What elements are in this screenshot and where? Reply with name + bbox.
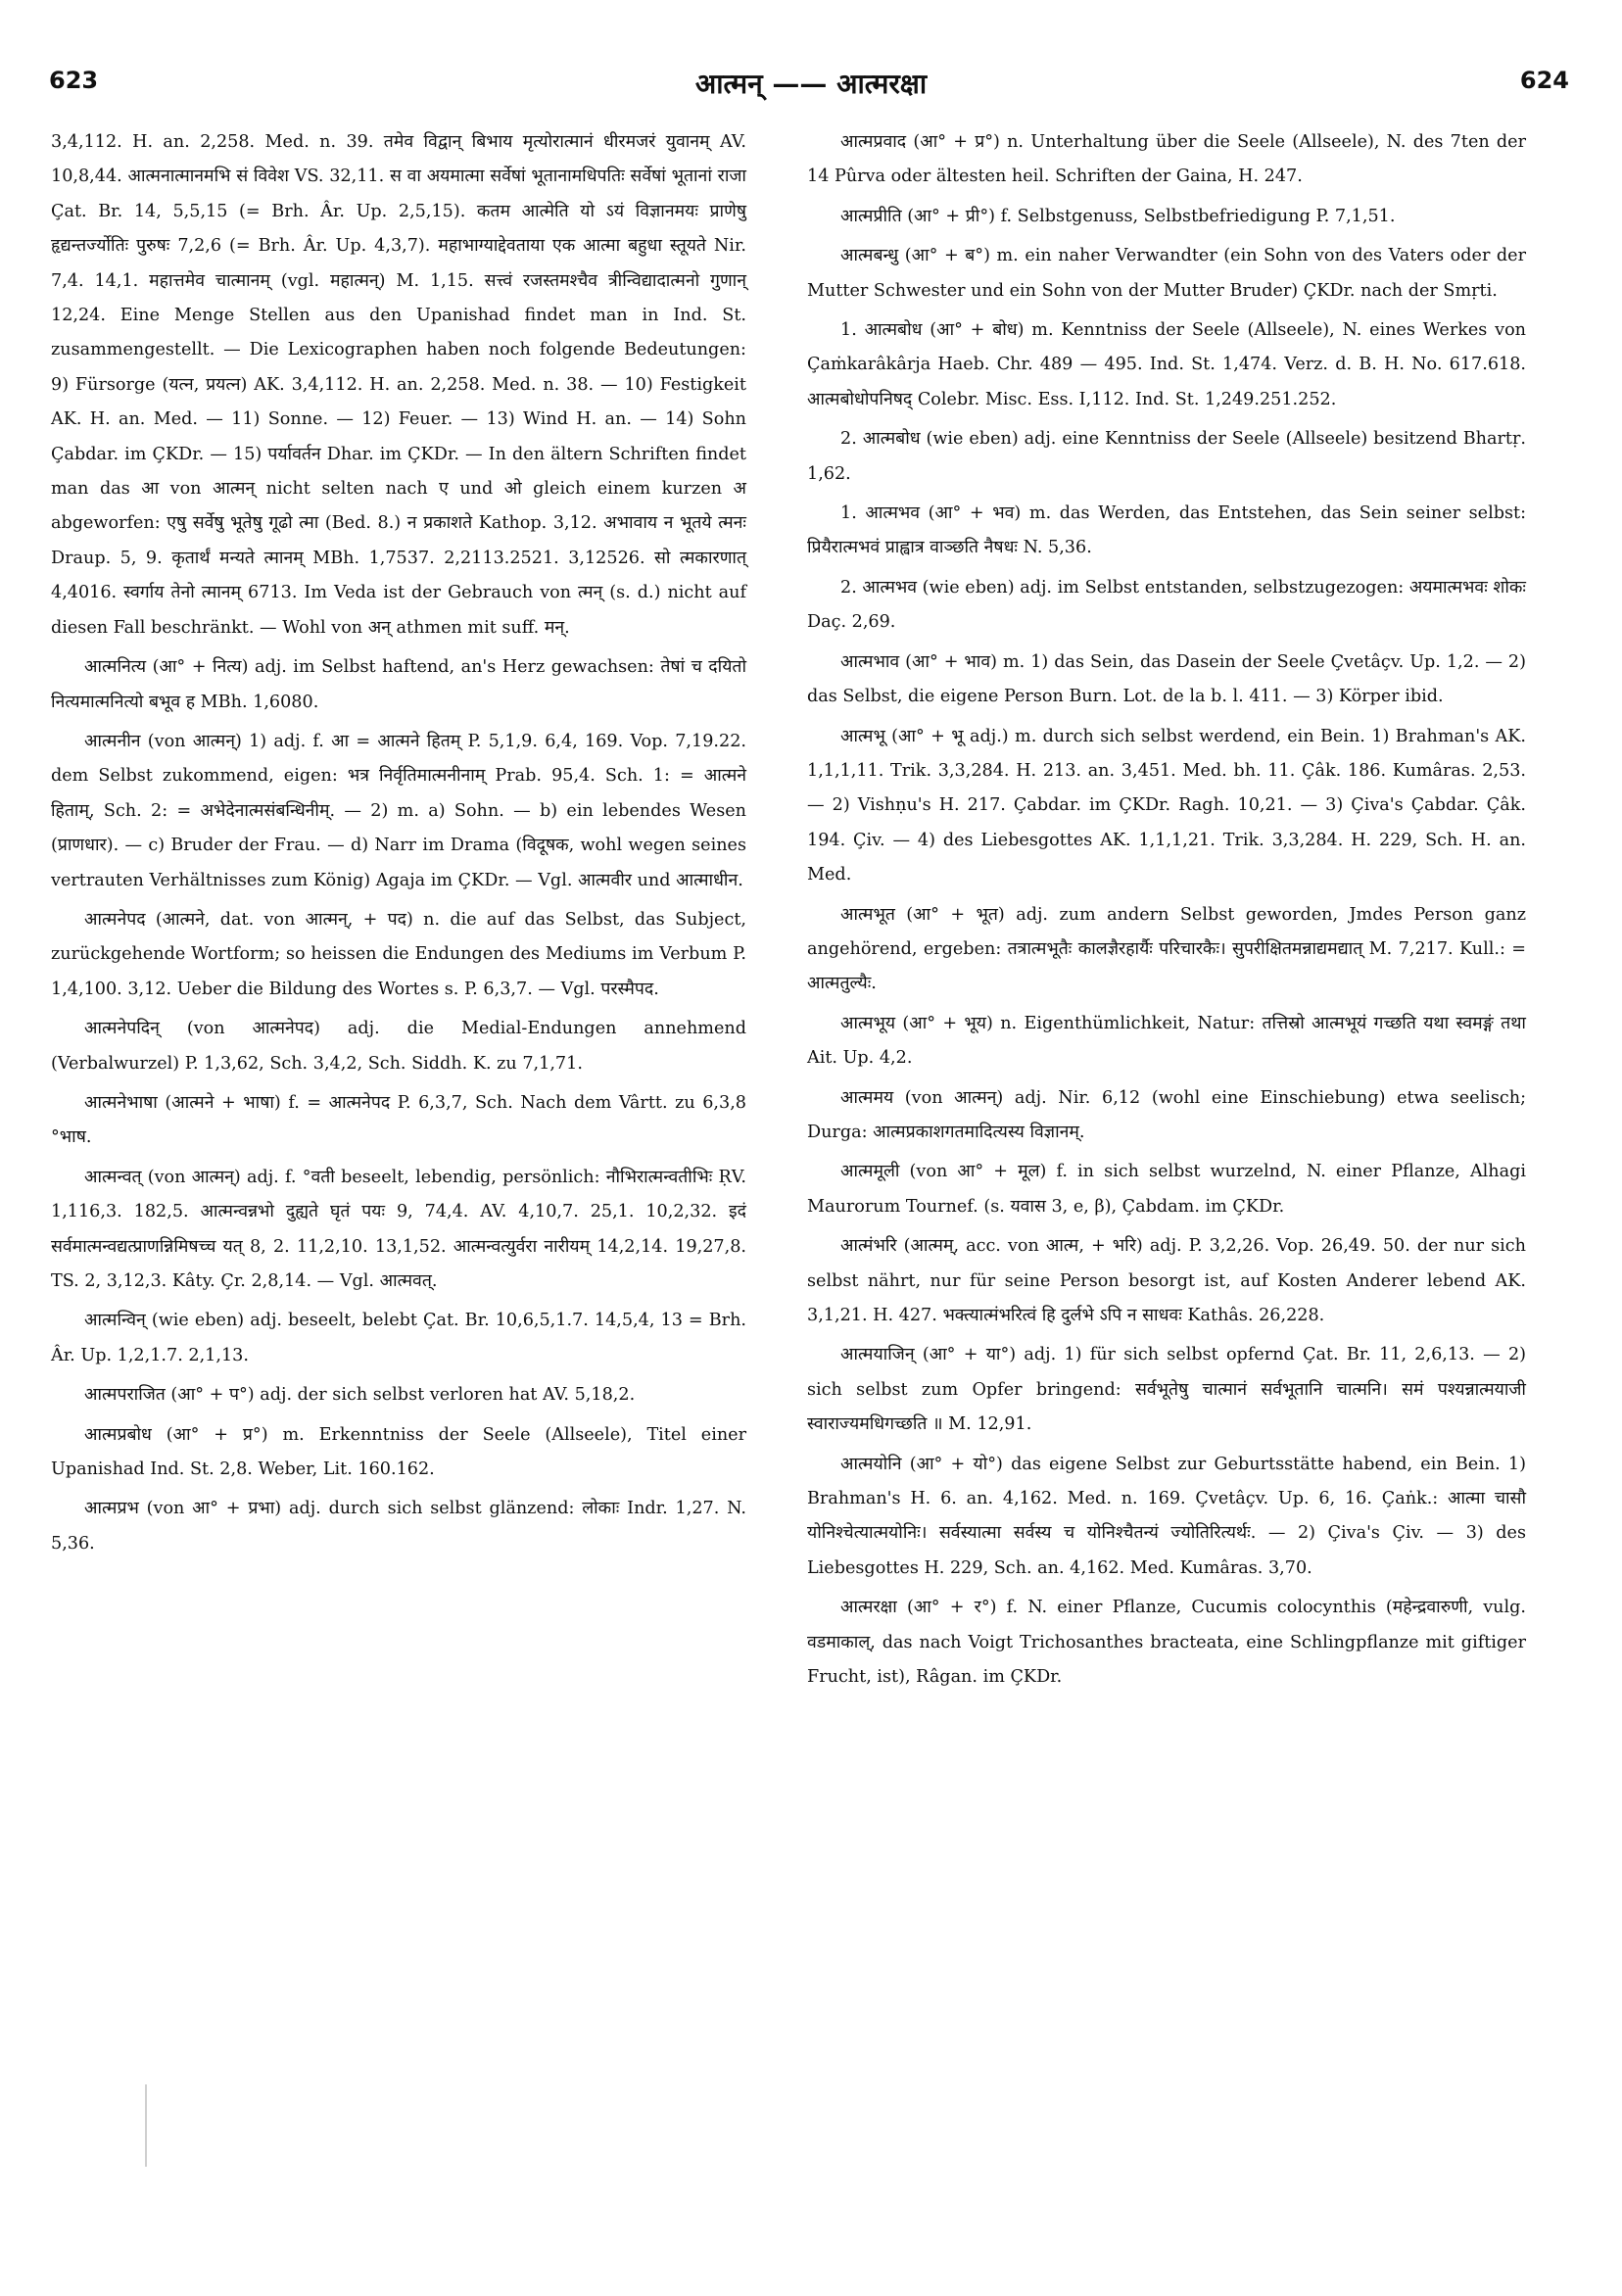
page-header (47, 67, 1575, 106)
dictionary-entry: आत्मनित्य (आ° + नित्य) adj. im Selbst haftend, an's Herz gewachsen: तेषां च दयितो नित्यमात्मनित्यो बभूव ह MBh. 1,6080. (51, 657, 746, 712)
left-column (51, 125, 746, 1566)
dictionary-entry: 1. आत्मभव (आ° + भव) m. das Werden, das Entstehen, das Sein seiner selbst: प्रियैरात्मभवं प्राह्वात्र वाञ्छति नैषधः N. 5,36. (807, 503, 1526, 558)
dictionary-entry: आत्मन्वत् (von आत्मन्) adj. f. °वती beseelt, lebendig, persönlich: नौभिरात्मन्वतीभिः ṚV. 1,116,3. 182,5. आत्मन्वन्नभो दुह्यते घृतं पयः 9, 74,4. AV. 4,10,7. 25,1. 10,2,32. इदं सर्वमात्मन्वद्यत्प्राणन्निमिषच्च यत् 8, 2. 11,2,10. 13,1,52. आत्मन्वत्युर्वरा नारीयम् 14,2,14. 19,27,8. TS. 2, 3,12,3. Kâty. Çr. 2,8,14. — Vgl. आत्मवत्. (51, 1167, 746, 1291)
dictionary-entry: आत्मप्रवाद (आ° + प्र°) n. Unterhaltung über die Seele (Allseele), N. des 7ten der 14 Pûrva oder ältesten heil. Schriften der Gaina, H. 247. (807, 132, 1526, 187)
dictionary-entry: आत्मपराजित (आ° + प°) adj. der sich selbst verloren hat AV. 5,18,2. (84, 1385, 636, 1406)
dictionary-entry: आत्मनेभाषा (आत्मने + भाषा) f. = आत्मनेपद P. 6,3,7, Sch. Nach dem Vârtt. zu 6,3,8 °भाष. (51, 1092, 746, 1148)
dictionary-entry: आत्मन्विन् (wie eben) adj. beseelt, belebt Çat. Br. 10,6,5,1.7. 14,5,4, 13 = Brh. Âr. Up. 1,2,1.7. 2,1,13. (51, 1311, 746, 1365)
dictionary-entry: आत्मप्रबोध (आ° + प्र°) m. Erkenntniss der Seele (Allseele), Titel einer Upanishad Ind. St. 2,8. Weber, Lit. 160.162. (51, 1424, 746, 1480)
dictionary-entry: आत्मभूत (आ° + भूत) adj. zum andern Selbst geworden, Jmdes Person ganz angehörend, ergeben: तत्रात्मभूतैः कालज्ञैरहार्यैः परिचारकैः। सुपरीक्षितमन्नाद्यमद्यात् M. 7,217. Kull.: = आत्मतुल्यैः. (807, 904, 1526, 994)
dictionary-entry: 3,4,112. H. an. 2,258. Med. n. 39. तमेव विद्वान् बिभाय मृत्योरात्मानं धीरमजरं युवानम् AV. 10,8,44. आत्मनात्मानमभि सं विवेश VS. 32,11. स वा अयमात्मा सर्वेषां भूतानामधिपतिः सर्वेषां भूतानां राजा Çat. Br. 14, 5,5,15 (= Brh. Âr. Up. 2,5,15). कतम आत्मेति यो ऽयं विज्ञानमयः प्राणेषु हृद्यन्तर्ज्योतिः पुरुषः 7,2,6 (= Brh. Âr. Up. 4,3,7). महाभाग्याद्देवताया एक आत्मा बहुधा स्तूयते Nir. 7,4. 14,1. महात्तमेव चात्मानम् (vgl. महात्मन्) M. 1,15. सत्त्वं रजस्तमश्चैव त्रीन्विद्यादात्मनो गुणान् 12,24. Eine Menge Stellen aus den Upanishad findet man in Ind. St. zusammengestellt. — Die Lexicographen haben noch folgende Bedeutungen: 9) Fürsorge (यत्न, प्रयत्न) AK. 3,4,112. H. an. 2,258. Med. n. 38. — 10) Festigkeit AK. H. an. Med. — 11) Sonne. — 12) Feuer. — 13) Wind H. an. — 14) Sohn Çabdar. im ÇKDr. — 15) पर्यावर्तन Dhar. im ÇKDr. — In den ältern Schriften findet man das आ von आत्मन् nicht selten nach ए und ओ gleich einem kurzen अ abgeworfen: एषु सर्वेषु भूतेषु गूढो त्मा (Bed. 8.) न प्रकाशते Kathop. 3,12. अभावाय न भूतये त्मनः Draup. 5, 9. कृतार्थं मन्यते त्मानम् MBh. 1,7537. 2,2113.2521. 3,12526. सो त्मकारणात् 4,4016. स्वर्गाय तेनो त्मानम् 6713. Im Veda ist der Gebrauch von त्मन् (s. d.) nicht auf diesen Fall beschränkt. — Wohl von अन् athmen mit suff. मन्. (51, 132, 746, 638)
dictionary-entry: आत्ममूली (von आ° + मूल) f. in sich selbst wurzelnd, N. einer Pflanze, Alhagi Maurorum Tournef. (s. यवास 3, e, β), Çabdam. im ÇKDr. (807, 1162, 1526, 1217)
dictionary-entry: 2. आत्मबोध (wie eben) adj. eine Kenntniss der Seele (Allseele) besitzend Bhartṛ. 1,62. (807, 429, 1526, 484)
dictionary-entry: आत्मनीन (von आत्मन्) 1) adj. f. आ = आत्मने हितम् P. 5,1,9. 6,4, 169. Vop. 7,19.22. dem Selbst zukommend, eigen: भत्र निर्वृतिमात्मनीनाम् Prab. 95,4. Sch. 1: = आत्मने हिताम्, Sch. 2: = अभेदेनात्मसंबन्धिनीम्. — 2) m. a) Sohn. — b) ein lebendes Wesen (प्राणधार). — c) Bruder der Frau. — d) Narr im Drama (विदूषक, wohl wegen seines vertrauten Verhältnisses zum König) Agaja im ÇKDr. — Vgl. आत्मवीर und आत्माधीन. (51, 731, 746, 890)
dictionary-entry: आत्मभूय (आ° + भूय) n. Eigenthümlichkeit, Natur: तत्तिस्रो आत्मभूयं गच्छति यथा स्वमङ्गं तथा Ait. Up. 4,2. (807, 1013, 1526, 1069)
dictionary-entry: आत्मप्रीति (आ° + प्री°) f. Selbstgenuss, Selbstbefriedigung P. 7,1,51. (840, 206, 1396, 226)
margin-mark (145, 2084, 147, 2167)
dictionary-entry: आत्मरक्षा (आ° + र°) f. N. einer Pflanze, Cucumis colocynthis (महेन्द्रवारुणी, vulg. वडमाकाल्, das nach Voigt Trichosanthes bracteata, eine Schlingpflanze mit giftiger Frucht, ist), Râgan. im ÇKDr. (807, 1598, 1526, 1688)
dictionary-entry: आत्मप्रभ (von आ° + प्रभा) adj. durch sich selbst glänzend: लोकाः Indr. 1,27. N. 5,36. (51, 1499, 746, 1554)
dictionary-entry: आत्मंभरि (आत्मम्, acc. von आत्म, + भरि) adj. P. 3,2,26. Vop. 26,49. 50. der nur sich selbst nährt, nur für seine Person besorgt ist, auf Kosten Anderer lebend AK. 3,1,21. H. 427. भक्त्यात्मंभरित्वं हि दुर्लभे ऽपि न साधवः Kathâs. 26,228. (807, 1236, 1526, 1325)
dictionary-entry: आत्मभाव (आ° + भाव) m. 1) das Sein, das Dasein der Seele Çvetâçv. Up. 1,2. — 2) das Selbst, die eigene Person Burn. Lot. de la b. l. 411. — 3) Körper ibid. (807, 651, 1526, 707)
right-column (807, 125, 1526, 1699)
dictionary-entry: 2. आत्मभव (wie eben) adj. im Selbst entstanden, selbstzugezogen: अयमात्मभवः शोकः Daç. 2,69. (807, 577, 1526, 633)
dictionary-entry: आत्मनेपद (आत्मने, dat. von आत्मन्, + पद) n. die auf das Selbst, das Subject, zurückgehende Wortform; so heissen die Endungen des Mediums im Verbum P. 1,4,100. 3,12. Ueber die Bildung des Wortes s. P. 6,3,7. — Vgl. परस्मैपद. (51, 909, 746, 999)
page-number-left: 623 (49, 67, 99, 94)
running-title: आत्मन् —— आत्मरक्षा (694, 68, 928, 100)
dictionary-entry: आत्मबन्धु (आ° + ब°) m. ein naher Verwandter (ein Sohn von des Vaters oder der Mutter Schwester und ein Sohn von der Mutter Bruder) ÇKDr. nach der Smṛti. (807, 246, 1526, 301)
dictionary-entry: आत्मयाजिन् (आ° + या°) adj. 1) für sich selbst opfernd Çat. Br. 11, 2,6,13. — 2) sich selbst zum Opfer bringend: सर्वभूतेषु चात्मानं सर्वभूतानि चात्मनि। समं पश्यन्नात्मयाजी स्वाराज्यमधिगच्छति ॥ M. 12,91. (807, 1345, 1526, 1435)
dictionary-entry: 1. आत्मबोध (आ° + बोध) m. Kenntniss der Seele (Allseele), N. eines Werkes von Çaṁkarâkârja Haeb. Chr. 489 — 495. Ind. St. 1,474. Verz. d. B. H. No. 617.618. आत्मबोधोपनिषद् Colebr. Misc. Ess. I,112. Ind. St. 1,249.251.252. (807, 320, 1526, 409)
page-number-right: 624 (1519, 67, 1569, 94)
dictionary-entry: आत्मनेपदिन् (von आत्मनेपद) adj. die Medial-Endungen annehmend (Verbalwurzel) P. 1,3,62, Sch. 3,4,2, Sch. Siddh. K. zu 7,1,71. (51, 1019, 746, 1074)
dictionary-entry: आत्मयोनि (आ° + यो°) das eigene Selbst zur Geburtsstätte habend, ein Bein. 1) Brahman's H. 6. an. 4,162. Med. n. 169. Çvetâçv. Up. 6, 16. Çaṅk.: आत्मा चासौ योनिश्चेत्यात्मयोनिः। सर्वस्यात्मा सर्वस्य च योनिश्चैतन्यं ज्योतिरित्यर्थः. — 2) Çiva's Çiv. — 3) des Liebesgottes H. 229, Sch. an. 4,162. Med. Kumâras. 3,70. (807, 1454, 1526, 1578)
dictionary-entry: आत्ममय (von आत्मन्) adj. Nir. 6,12 (wohl eine Einschiebung) etwa seelisch; Durga: आत्मप्रकाशगतमादित्यस्य विज्ञानम्. (807, 1087, 1526, 1142)
dictionary-entry: आत्मभू (आ° + भू adj.) m. durch sich selbst werdend, ein Bein. 1) Brahman's AK. 1,1,1,11. Trik. 3,3,284. H. 213. an. 3,451. Med. bh. 11. Çâk. 186. Kumâras. 2,53. — 2) Vishṇu's H. 217. Çabdar. im ÇKDr. Ragh. 10,21. — 3) Çiva's Çabdar. Çâk. 194. Çiv. — 4) des Liebesgottes AK. 1,1,1,21. Trik. 3,3,284. H. 229, Sch. H. an. Med. (807, 726, 1526, 885)
